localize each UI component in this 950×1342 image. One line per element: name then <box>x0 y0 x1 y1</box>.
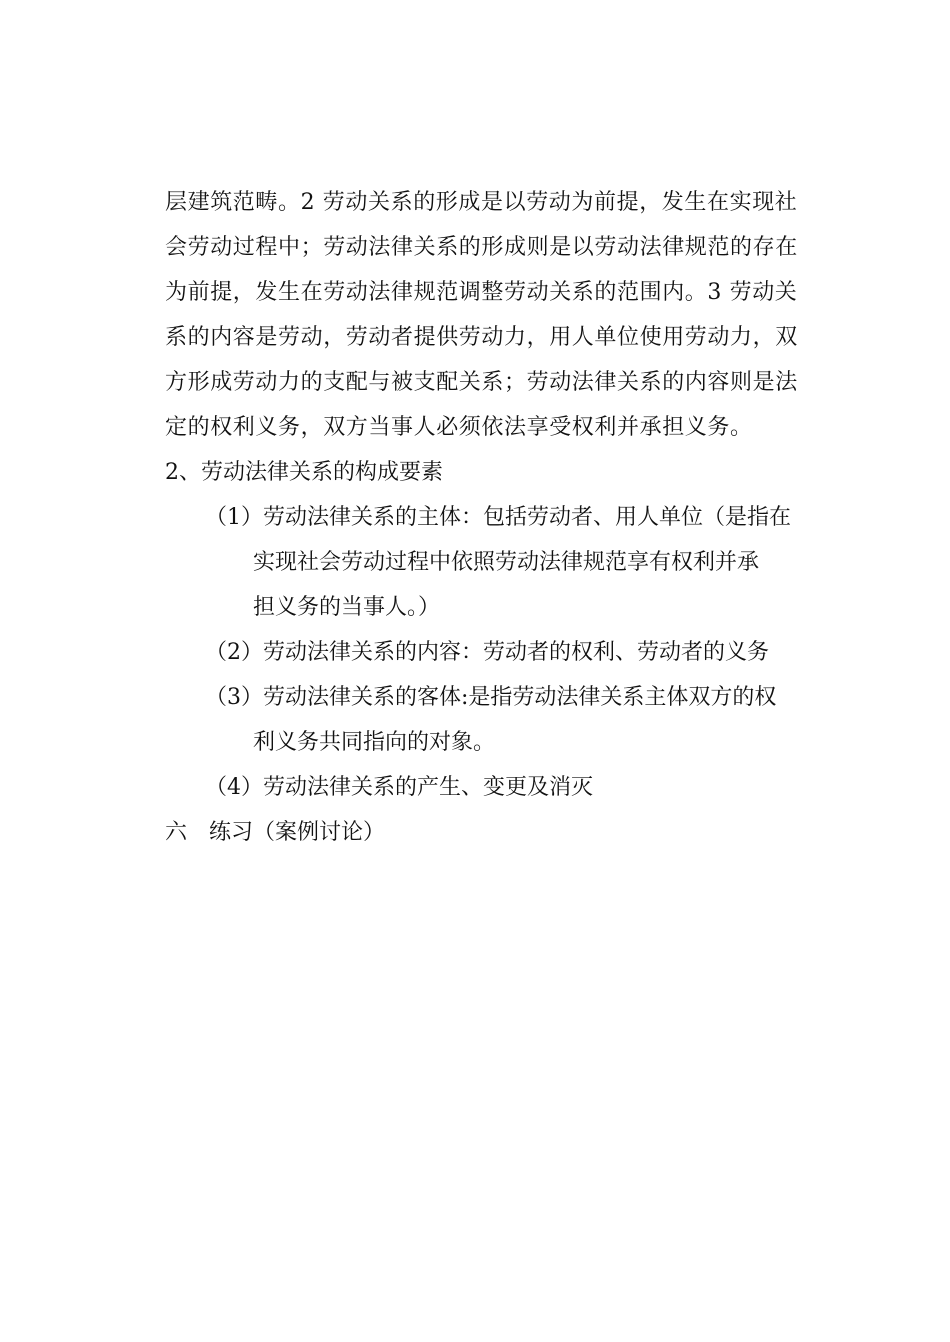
list-item-body <box>263 765 795 810</box>
list-item-4 <box>205 765 795 810</box>
paragraph-line: 为前提，发生在劳动法律规范调整劳动关系的范围内。3 劳动关 <box>165 280 798 305</box>
list-item-body <box>263 630 795 675</box>
list-item-line: 担义务的当事人。） <box>253 595 441 620</box>
list-item-line: 实现社会劳动过程中依照劳动法律规范享有权利并承 <box>253 550 760 575</box>
list-item-number: （3） <box>205 685 263 710</box>
document-body <box>165 180 798 855</box>
list-item-line: 利义务共同指向的对象。 <box>253 730 496 755</box>
list-item-body <box>253 495 795 630</box>
list-item-3 <box>205 675 795 765</box>
list-item-number: （2） <box>205 640 263 665</box>
paragraph <box>165 180 798 450</box>
subsection-heading: 2、劳动法律关系的构成要素 <box>165 460 443 485</box>
paragraph-line: 定的权利义务，双方当事人必须依法享受权利并承担义务。 <box>165 415 753 440</box>
section-title: 练习（案例讨论） <box>209 820 386 845</box>
list-item-number: （1） <box>205 505 263 530</box>
paragraph-line: 系的内容是劳动，劳动者提供劳动力，用人单位使用劳动力，双 <box>165 325 798 350</box>
list-item-number: （4） <box>205 775 263 800</box>
list-item-body <box>253 675 795 765</box>
section-number: 六 <box>165 820 188 845</box>
paragraph-line: 会劳动过程中；劳动法律关系的形成则是以劳动法律规范的存在 <box>165 235 798 260</box>
paragraph-line: 方形成劳动力的支配与被支配关系；劳动法律关系的内容则是法 <box>165 370 798 395</box>
list-item-2 <box>205 630 795 675</box>
list-item-line: 劳动法律关系的主体：包括劳动者、用人单位（是指在 <box>263 505 792 530</box>
section-heading <box>165 810 795 855</box>
list-item-line: 劳动法律关系的产生、变更及消灭 <box>263 775 594 800</box>
list-item-1 <box>205 495 795 630</box>
list-item-line: 劳动法律关系的内容：劳动者的权利、劳动者的义务 <box>263 640 770 665</box>
list-item-line: 劳动法律关系的客体:是指劳动法律关系主体双方的权 <box>263 685 777 710</box>
paragraph-line: 层建筑范畴。2 劳动关系的形成是以劳动为前提，发生在实现社 <box>165 190 798 215</box>
